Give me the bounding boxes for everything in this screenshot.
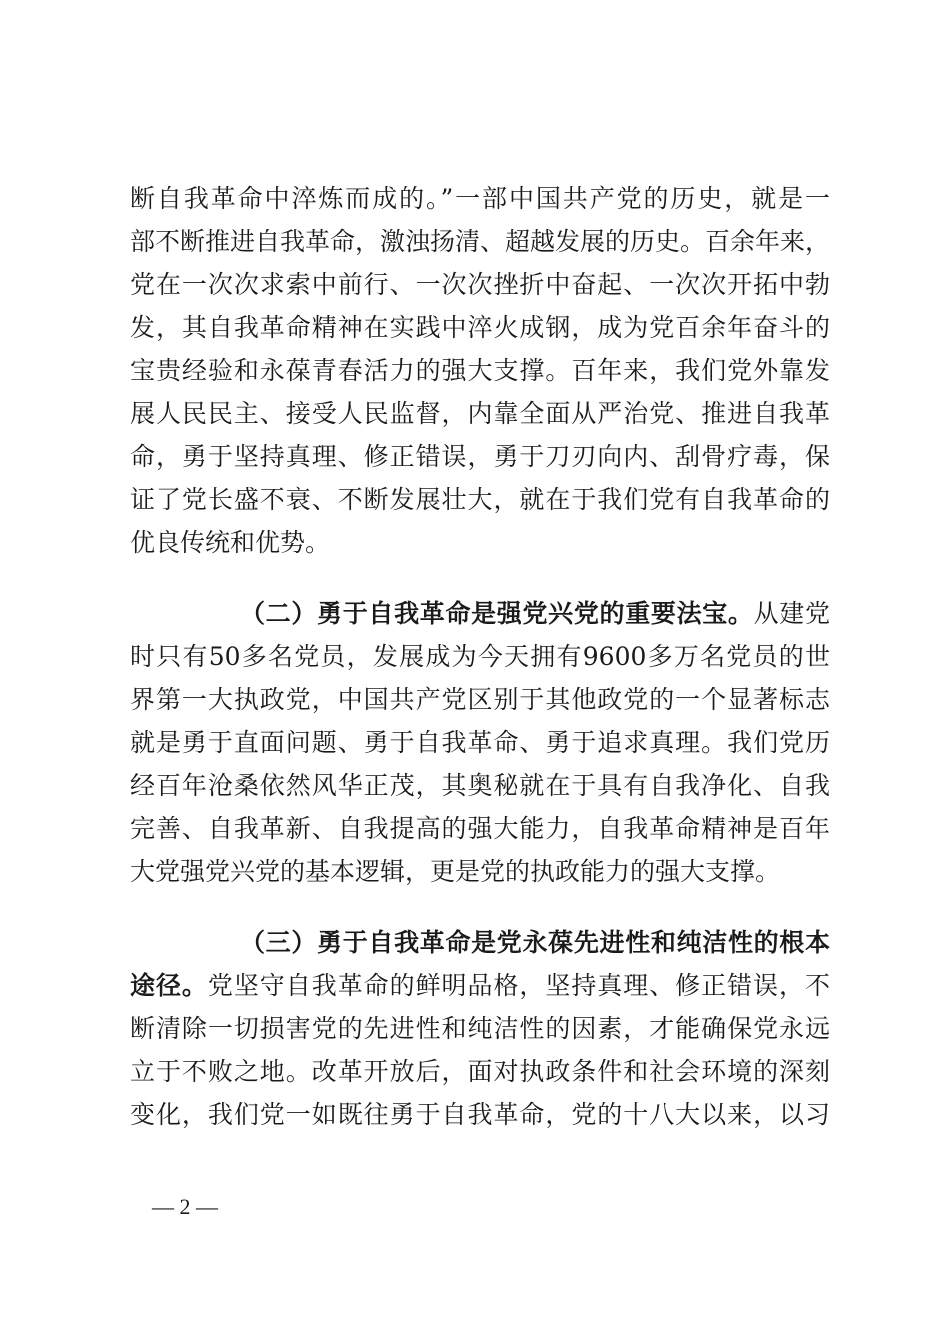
text-line: 优良传统和优势。 (130, 528, 331, 557)
text-line: 界第一大执政党，中国共产党区别于其他政党的一个显著标志 (130, 685, 830, 714)
text-line: 宝贵经验和永葆青春活力的强大支撑。百年来，我们党外靠发 (130, 356, 830, 385)
text-line: 时只有50多名党员，发展成为今天拥有9600多万名党员的世 (130, 642, 830, 671)
text-line: 证了党长盛不衰、不断发展壮大，就在于我们党有自我革命的 (130, 485, 830, 514)
text-line: 部不断推进自我革命，激浊扬清、超越发展的历史。百余年来， (130, 227, 831, 256)
text-line: 立于不败之地。改革开放后，面对执政条件和社会环境的深刻 (130, 1057, 830, 1086)
text-line: 发，其自我革命精神在实践中淬火成钢，成为党百余年奋斗的 (130, 313, 830, 342)
text-fragment: 党坚守自我革命的鲜明品格，坚持真理、修正错误，不 (207, 971, 830, 1000)
section-heading-end: 途径。 (130, 971, 208, 1000)
section-heading-line (130, 969, 830, 1003)
section-heading: （三）勇于自我革命是党永葆先进性和纯洁性的根本 (240, 928, 830, 957)
text-line: 大党强党兴党的基本逻辑，更是党的执政能力的强大支撑。 (130, 857, 781, 886)
section-heading: （二）勇于自我革命是强党兴党的重要法宝。 (240, 599, 754, 628)
text-fragment: 从建党 (753, 599, 830, 628)
text-line: 断清除一切损害党的先进性和纯洁性的因素，才能确保党永远 (130, 1014, 830, 1043)
text-line: 经百年沧桑依然风华正茂，其奥秘就在于具有自我净化、自我 (130, 771, 830, 800)
text-line: 完善、自我革新、自我提高的强大能力，自我革命精神是百年 (130, 814, 830, 843)
text-line: 命，勇于坚持真理、修正错误，勇于刀刃向内、刮骨疗毒，保 (130, 442, 830, 471)
text-line: 就是勇于直面问题、勇于自我革命、勇于追求真理。我们党历 (130, 728, 830, 757)
text-line: 展人民民主、接受人民监督，内靠全面从严治党、推进自我革 (130, 399, 830, 428)
page-number: — 2 — (152, 1194, 218, 1219)
text-line: 断自我革命中淬炼而成的。”一部中国共产党的历史，就是一 (130, 184, 830, 213)
text-line: 变化，我们党一如既往勇于自我革命，党的十八大以来，以习 (130, 1100, 830, 1129)
text-line: 党在一次次求索中前行、一次次挫折中奋起、一次次开拓中勃 (130, 270, 830, 299)
section-heading-line (240, 597, 830, 631)
